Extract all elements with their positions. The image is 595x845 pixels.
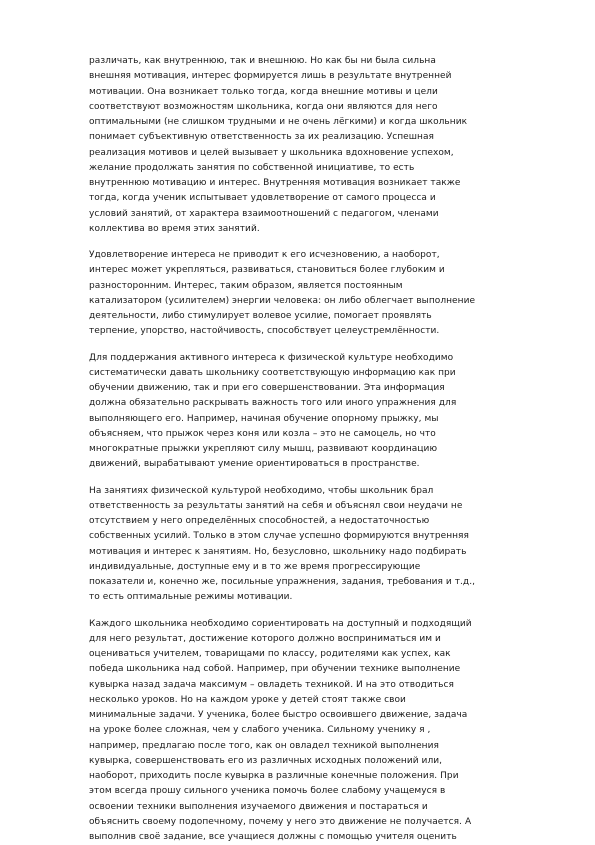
text-line: терпение, упорство, настойчивость, способствует целеустремлённости. [89,324,509,339]
text-line: внутреннюю мотивацию и интерес. Внутренняя мотивация возникает также [89,176,509,191]
text-line: интерес может укрепляться, развиваться, становиться более глубоким и [89,263,509,278]
text-line: коллектива во время этих занятий. [89,222,509,237]
text-line: наоборот, приходить после кувырка в различные конечные положения. При [89,769,509,784]
text-line: внешняя мотивация, интерес формируется лишь в результате внутренней [89,69,509,84]
text-line: должна обязательно раскрывать важность того или иного упражнения для [89,396,509,411]
paragraph [89,54,509,237]
text-line: катализатором (усилителем) энергии человека: он либо облегчает выполнение [89,294,509,309]
text-line: обучении движению, так и при его совершенствовании. Эта информация [89,381,509,396]
text-line: На занятиях физической культурой необходимо, чтобы школьник брал [89,484,509,499]
text-line: многократные прыжки укрепляют силу мышц, развивают координацию [89,442,509,457]
paragraph [89,248,509,340]
text-line: понимает субъективную ответственность за их реализацию. Успешная [89,130,509,145]
paragraph [89,484,509,606]
text-line: мотивации. Она возникает только тогда, когда внешние мотивы и цели [89,85,509,100]
text-line: ответственность за результаты занятий на себя и объяснял свои неудачи не [89,499,509,514]
text-line: на уроке более сложная, чем у слабого ученика. Сильному ученику я , [89,723,509,738]
paragraph [89,617,509,845]
text-line: разносторонним. Интерес, таким образом, является постоянным [89,279,509,294]
text-line: то есть оптимальные режимы мотивации. [89,590,509,605]
text-line: кувырка, совершенствовать его из различных исходных положений или, [89,754,509,769]
text-line: тогда, когда ученик испытывает удовлетворение от самого процесса и [89,191,509,206]
text-line: соответствуют возможностям школьника, когда они являются для него [89,100,509,115]
text-line: победа школьника над собой. Например, при обучении технике выполнение [89,662,509,677]
text-line: движений, вырабатывают умение ориентироваться в пространстве. [89,457,509,472]
text-line: выполняющего его. Например, начиная обучение опорному прыжку, мы [89,412,509,427]
text-line: отсутствием у него определённых способностей, а недостаточностью [89,514,509,529]
text-line: для него результат, достижение которого должно восприниматься им и [89,632,509,647]
text-line: минимальные задачи. У ученика, более быстро освоившего движение, задача [89,708,509,723]
text-line: кувырка назад задача максимум – овладеть техникой. И на это отводиться [89,678,509,693]
text-line: Удовлетворение интереса не приводит к его исчезновению, а наоборот, [89,248,509,263]
text-line: несколько уроков. Но на каждом уроке у детей стоят также свои [89,693,509,708]
text-line: условий занятий, от характера взаимоотношений с педагогом, членами [89,207,509,222]
text-line: реализация мотивов и целей вызывает у школьника вдохновение успехом, [89,146,509,161]
text-line: деятельности, либо стимулирует волевое усилие, помогает проявлять [89,309,509,324]
text-line: мотивация и интерес к занятиям. Но, безусловно, школьнику надо подбирать [89,545,509,560]
text-line: систематически давать школьнику соответствующую информацию как при [89,366,509,381]
text-line: объяснить своему подопечному, почему у него это движение не получается. А [89,815,509,830]
text-line: оптимальными (не слишком трудными и не очень лёгкими) и когда школьник [89,115,509,130]
text-line: желание продолжать занятия по собственной инициативе, то есть [89,161,509,176]
text-line: этом всегда прошу сильного ученика помочь более слабому учащемуся в [89,784,509,799]
text-line: Каждого школьника необходимо сориентировать на доступный и подходящий [89,617,509,632]
text-line: освоении техники выполнения изучаемого движения и постараться и [89,800,509,815]
text-line: индивидуальные, доступные ему и в то же время прогрессирующие [89,560,509,575]
text-line: выполнив своё задание, все учащиеся должны с помощью учителя оценить [89,830,509,845]
document-page [89,54,509,824]
text-line: например, предлагаю после того, как он овладел техникой выполнения [89,739,509,754]
text-line: объясняем, что прыжок через коня или козла – это не самоцель, но что [89,427,509,442]
text-line: показатели и, конечно же, посильные упражнения, задания, требования и т.д., [89,575,509,590]
text-line: Для поддержания активного интереса к физической культуре необходимо [89,351,509,366]
text-line: различать, как внутреннюю, так и внешнюю. Но как бы ни была сильна [89,54,509,69]
text-line: оцениваться учителем, товарищами по классу, родителями как успех, как [89,647,509,662]
paragraph [89,351,509,473]
text-line: собственных усилий. Только в этом случае успешно формируются внутренняя [89,529,509,544]
